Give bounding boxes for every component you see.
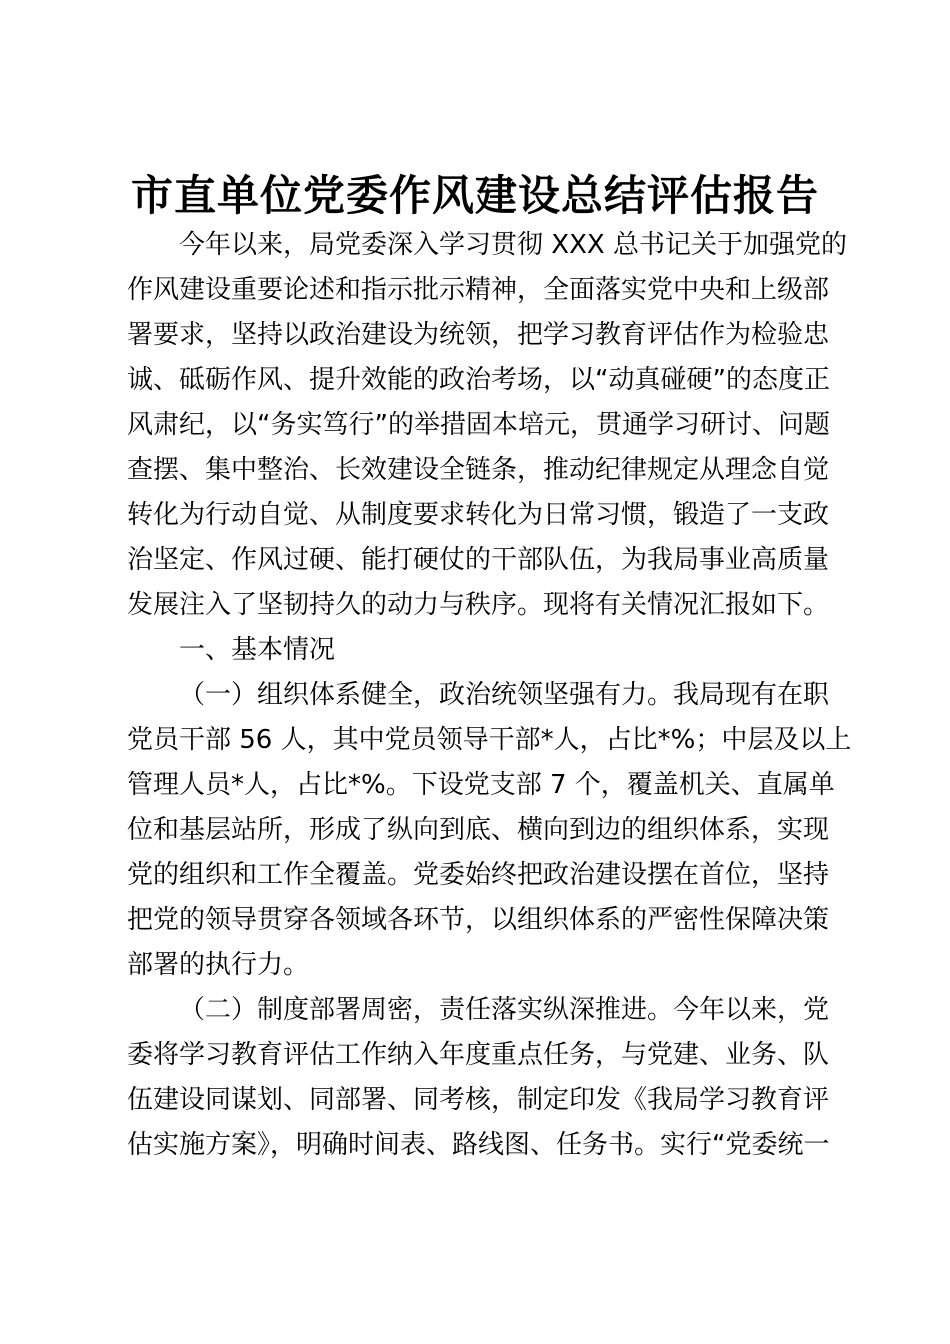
body-text-line: 发展注入了坚韧持久的动力与秩序。现将有关情况汇报如下。 bbox=[127, 590, 830, 620]
body-text-line: 一、基本情况 bbox=[179, 635, 336, 665]
body-text-line: 作风建设重要论述和指示批示精神，全面落实党中央和上级部 bbox=[127, 275, 830, 305]
body-text-line: 把党的领导贯穿各领域各环节，以组织体系的严密性保障决策 bbox=[127, 905, 830, 935]
body-text-line: （一）组织体系健全，政治统领坚强有力。我局现有在职 bbox=[179, 680, 830, 710]
body-text-line: 查摆、集中整治、长效建设全链条，推动纪律规定从理念自觉 bbox=[127, 455, 830, 485]
body-text-line: 今年以来，局党委深入学习贯彻 XXX 总书记关于加强党的 bbox=[179, 230, 847, 260]
body-text-line: 诚、砥砺作风、提升效能的政治考场，以“动真碰硬”的态度正 bbox=[127, 365, 830, 395]
body-text-line: 部署的执行力。 bbox=[127, 950, 310, 980]
body-text-line: 伍建设同谋划、同部署、同考核，制定印发《我局学习教育评 bbox=[127, 1085, 830, 1115]
body-text-line: 转化为行动自觉、从制度要求转化为日常习惯，锻造了一支政 bbox=[127, 500, 830, 530]
body-text-line: （二）制度部署周密，责任落实纵深推进。今年以来，党 bbox=[179, 995, 830, 1025]
document-body bbox=[127, 223, 852, 1168]
body-text-line: 委将学习教育评估工作纳入年度重点任务，与党建、业务、队 bbox=[127, 1040, 830, 1070]
body-text-line: 风肃纪，以“务实笃行”的举措固本培元，贯通学习研讨、问题 bbox=[127, 410, 830, 440]
body-text-line: 党员干部 56 人，其中党员领导干部*人，占比*%；中层及以上 bbox=[127, 725, 852, 755]
body-text-line: 党的组织和工作全覆盖。党委始终把政治建设摆在首位，坚持 bbox=[127, 860, 830, 890]
body-text-line: 管理人员*人，占比*%。下设党支部 7 个，覆盖机关、直属单 bbox=[127, 770, 835, 800]
document-title: 市直单位党委作风建设总结评估报告 bbox=[130, 171, 819, 220]
body-text-line: 位和基层站所，形成了纵向到底、横向到边的组织体系，实现 bbox=[127, 815, 830, 845]
body-text-line: 治坚定、作风过硬、能打硬仗的干部队伍，为我局事业高质量 bbox=[127, 545, 830, 575]
body-text-line: 估实施方案》，明确时间表、路线图、任务书。实行“党委统一 bbox=[127, 1130, 830, 1160]
body-text-line: 署要求，坚持以政治建设为统领，把学习教育评估作为检验忠 bbox=[127, 320, 830, 350]
